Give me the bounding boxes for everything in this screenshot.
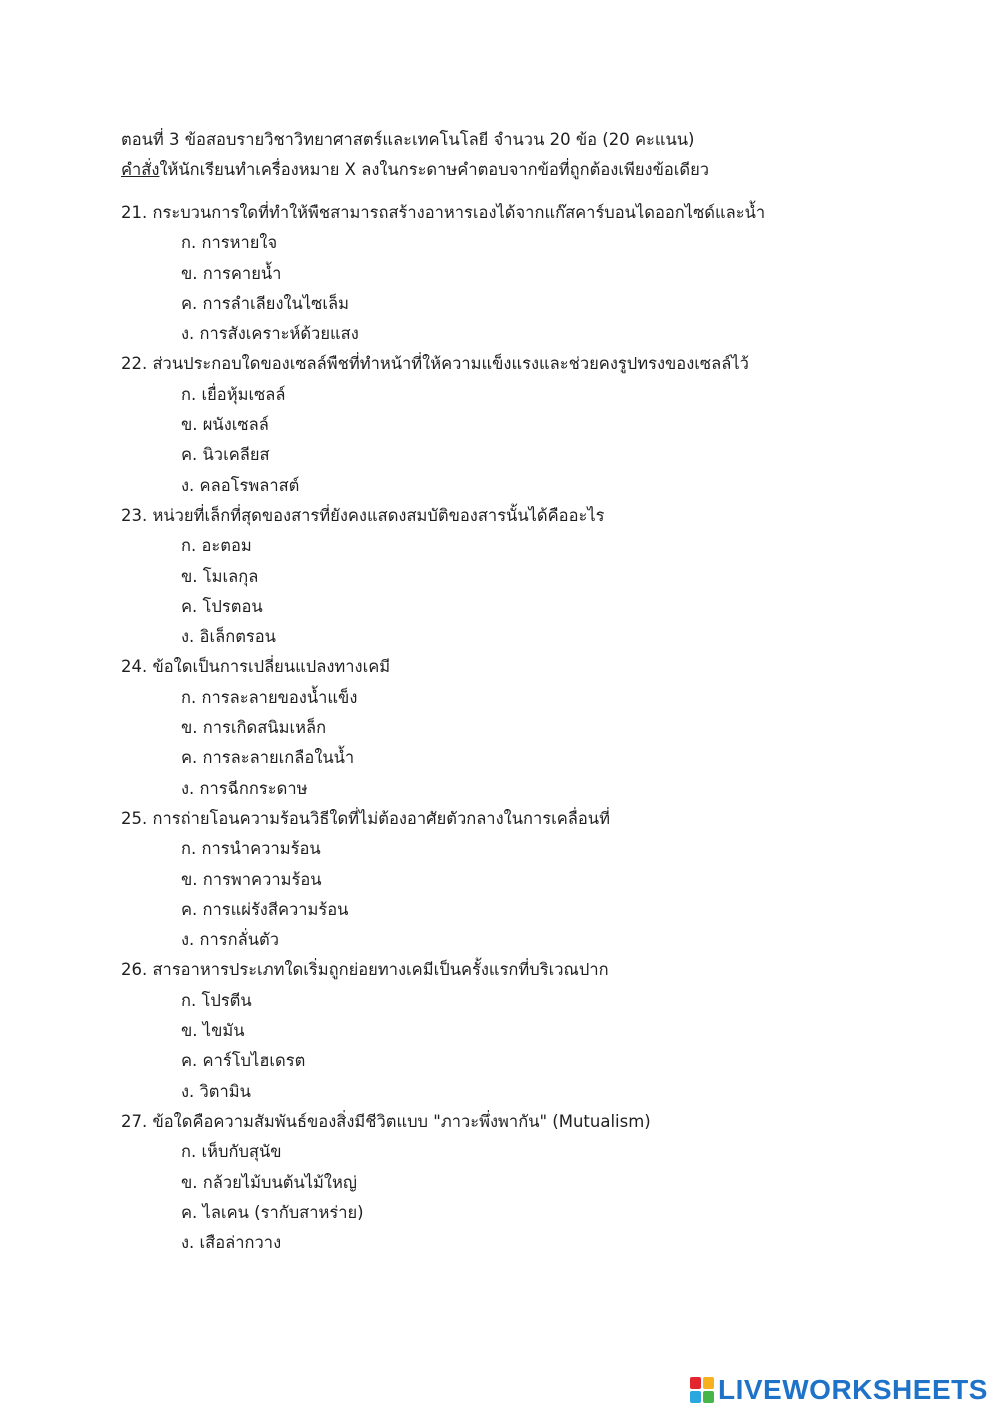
choice-c[interactable]: ค. ไลเคน (รากับสาหร่าย) — [181, 1202, 364, 1222]
choice-c[interactable]: ค. การละลายเกลือในน้ำ — [181, 748, 355, 768]
choice-b[interactable]: ข. ผนังเซลล์ — [181, 415, 269, 435]
question-text: 26. สารอาหารประเภทใดเริ่มถูกย่อยทางเคมีเป็นครั้งแรกที่บริเวณปาก — [121, 960, 609, 980]
choice-a[interactable]: ก. เยื่อหุ้มเซลล์ — [181, 384, 286, 404]
choice-c[interactable]: ค. นิวเคลียส — [181, 445, 270, 465]
choice-d[interactable]: ง. คลอโรพลาสต์ — [181, 475, 300, 495]
choice-d[interactable]: ง. วิตามิน — [181, 1081, 251, 1101]
question-text: 25. การถ่ายโอนความร้อนวิธีใดที่ไม่ต้องอาศัยตัวกลางในการเคลื่อนที่ — [121, 808, 610, 828]
instruction-text: ให้นักเรียนทำเครื่องหมาย X ลงในกระดาษคำตอบจากข้อที่ถูกต้องเพียงข้อเดียว — [159, 160, 710, 179]
question-26 — [121, 955, 961, 1106]
choice-d[interactable]: ง. เสือล่ากวาง — [181, 1233, 282, 1253]
choice-c[interactable]: ค. คาร์โบไฮเดรต — [181, 1051, 306, 1071]
liveworksheets-logo — [690, 1373, 988, 1407]
question-text: 27. ข้อใดคือความสัมพันธ์ของสิ่งมีชีวิตแบบ "ภาวะพึ่งพากัน" (Mutualism) — [121, 1111, 651, 1131]
question-21 — [121, 198, 961, 349]
choice-d[interactable]: ง. อิเล็กตรอน — [181, 627, 276, 647]
logo-square-blue — [690, 1391, 701, 1403]
question-text: 21. กระบวนการใดที่ทำให้พืชสามารถสร้างอาหารเองได้จากแก๊สคาร์บอนไดออกไซด์และน้ำ — [121, 203, 766, 222]
choice-b[interactable]: ข. ไขมัน — [181, 1021, 245, 1041]
choice-b[interactable]: ข. การเกิดสนิมเหล็ก — [181, 718, 327, 738]
logo-square-green — [703, 1391, 714, 1403]
section-title: ตอนที่ 3 ข้อสอบรายวิชาวิทยาศาสตร์และเทคโนโลยี จำนวน 20 ข้อ (20 คะแนน) — [121, 130, 695, 149]
choice-a[interactable]: ก. อะตอม — [181, 536, 252, 556]
choice-c[interactable]: ค. การลำเลียงในไซเล็ม — [181, 293, 349, 313]
choice-a[interactable]: ก. การนำความร้อน — [181, 839, 321, 859]
choice-c[interactable]: ค. การแผ่รังสีความร้อน — [181, 899, 349, 919]
question-25 — [121, 804, 961, 955]
choice-a[interactable]: ก. การหายใจ — [181, 233, 278, 253]
choice-a[interactable]: ก. เห็บกับสุนัข — [181, 1142, 282, 1162]
instruction-label: คำสั่ง — [121, 160, 160, 179]
question-24 — [121, 652, 961, 803]
choice-b[interactable]: ข. การคายน้ำ — [181, 263, 282, 283]
choice-c[interactable]: ค. โปรตอน — [181, 596, 263, 616]
choice-a[interactable]: ก. โปรตีน — [181, 990, 252, 1010]
choice-d[interactable]: ง. การกลั่นตัว — [181, 930, 280, 950]
logo-square-red — [690, 1377, 701, 1389]
question-text: 22. ส่วนประกอบใดของเซลล์พืชที่ทำหน้าที่ให้ความแข็งแรงและช่วยคงรูปทรงของเซลล์ไว้ — [121, 354, 749, 374]
instruction-line — [121, 155, 941, 185]
choice-b[interactable]: ข. โมเลกุล — [181, 566, 259, 586]
question-23 — [121, 501, 961, 652]
logo-square-yellow — [703, 1377, 714, 1389]
question-list — [121, 198, 961, 1258]
choice-b[interactable]: ข. กล้วยไม้บนต้นไม้ใหญ่ — [181, 1172, 357, 1192]
question-22 — [121, 349, 961, 500]
question-27 — [121, 1107, 961, 1258]
choice-b[interactable]: ข. การพาความร้อน — [181, 869, 322, 889]
choice-d[interactable]: ง. การสังเคราะห์ด้วยแสง — [181, 324, 359, 344]
question-text: 24. ข้อใดเป็นการเปลี่ยนแปลงทางเคมี — [121, 657, 391, 677]
choice-a[interactable]: ก. การละลายของน้ำแข็ง — [181, 687, 358, 707]
worksheet-header — [121, 125, 941, 185]
logo-wordmark: LIVEWORKSHEETS — [718, 1374, 988, 1405]
liveworksheets-logo-icon — [690, 1377, 714, 1403]
choice-d[interactable]: ง. การฉีกกระดาษ — [181, 778, 308, 798]
question-text: 23. หน่วยที่เล็กที่สุดของสารที่ยังคงแสดงสมบัติของสารนั้นได้คืออะไร — [121, 505, 605, 525]
